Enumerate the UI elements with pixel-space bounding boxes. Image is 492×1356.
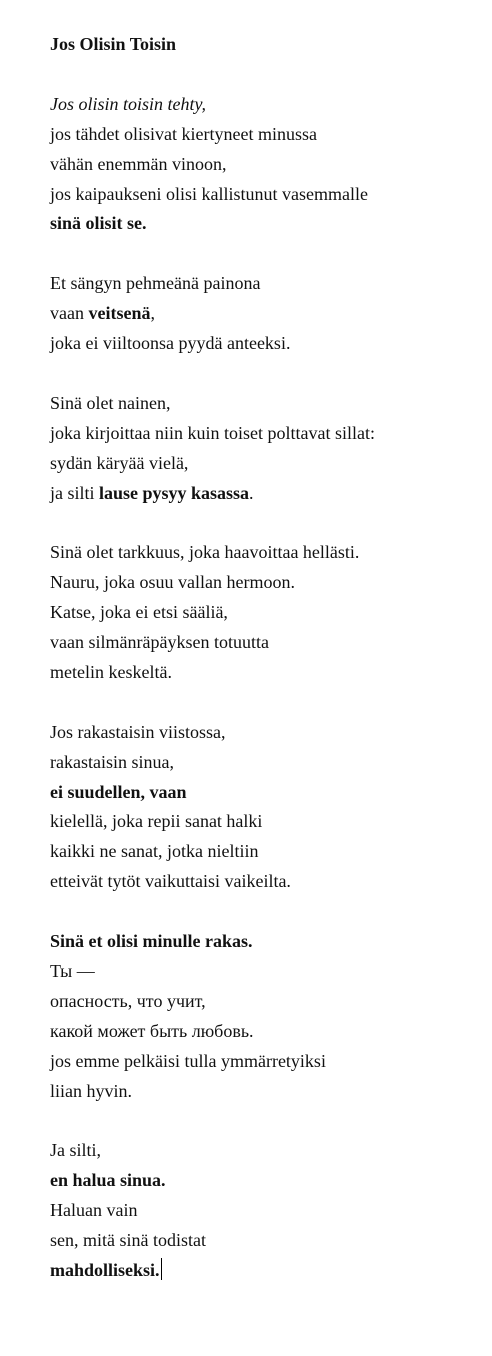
text-run: sydän käryää vielä, xyxy=(50,452,189,473)
text-run: kaikki ne sanat, jotka nieltiin xyxy=(50,841,259,862)
bold-text-run: veitsenä xyxy=(88,303,151,324)
poem-line xyxy=(50,778,480,808)
poem-stanza xyxy=(50,389,480,509)
text-run: en halua sinua. xyxy=(50,1170,166,1191)
blank-line xyxy=(50,688,480,718)
text-run: sen, mitä sinä todistat xyxy=(50,1230,206,1251)
poem-line xyxy=(50,1017,480,1047)
poem-line xyxy=(50,867,480,897)
text-run: Sinä olet tarkkuus, joka haavoittaa hellästi. xyxy=(50,542,360,563)
text-run: metelin keskeltä. xyxy=(50,661,172,682)
text-run: опасность, что учит, xyxy=(50,990,206,1011)
poem-line xyxy=(50,389,480,419)
poem-line xyxy=(50,180,480,210)
text-run: jos emme pelkäisi tulla ymmärretyiksi xyxy=(50,1050,326,1071)
text-run: какой может быть любовь. xyxy=(50,1020,254,1041)
poem-line xyxy=(50,568,480,598)
text-run: joka ei viiltoonsa pyydä anteeksi. xyxy=(50,333,291,354)
text-run: Ты — xyxy=(50,961,95,981)
poem-line xyxy=(50,658,480,688)
text-run: Jos rakastaisin viistossa, xyxy=(50,721,226,742)
poem-line xyxy=(50,90,480,120)
text-run: Ja silti, xyxy=(50,1140,102,1161)
text-run: kielellä, joka repii sanat halki xyxy=(50,811,263,832)
text-run: jos kaipaukseni olisi kallistunut vasemmalle xyxy=(50,183,368,204)
document-body[interactable] xyxy=(50,30,480,1286)
text-run: Et sängyn pehmeänä painona xyxy=(50,273,261,294)
poem-line xyxy=(50,269,480,299)
text-run: Nauru, joka osuu vallan hermoon. xyxy=(50,572,295,593)
blank-line xyxy=(50,508,480,538)
poem-line xyxy=(50,479,480,509)
poem-line xyxy=(50,807,480,837)
poem-line xyxy=(50,1166,480,1196)
text-run: rakastaisin sinua, xyxy=(50,751,174,772)
text-run: . xyxy=(249,482,254,503)
text-run: ja silti xyxy=(50,482,99,503)
poem-line xyxy=(50,1226,480,1256)
poem-line xyxy=(50,598,480,628)
poem-line xyxy=(50,628,480,658)
text-run: jos tähdet olisivat kiertyneet minussa xyxy=(50,123,317,144)
text-run: Sinä olet nainen, xyxy=(50,392,171,413)
text-run: Katse, joka ei etsi sääliä, xyxy=(50,602,228,623)
text-run: sinä olisit se. xyxy=(50,213,147,234)
blank-line xyxy=(50,60,480,90)
poem-line xyxy=(50,957,480,987)
text-run: liian hyvin. xyxy=(50,1080,132,1101)
poem-line xyxy=(50,120,480,150)
poem-line xyxy=(50,419,480,449)
poem-title: Jos Olisin Toisin xyxy=(50,34,177,54)
text-run: , xyxy=(150,303,155,324)
poem-stanza xyxy=(50,1136,480,1286)
poem-stanza xyxy=(50,90,480,240)
poem-line xyxy=(50,209,480,239)
poem-line xyxy=(50,329,480,359)
poem-line xyxy=(50,987,480,1017)
text-run: ei suudellen, vaan xyxy=(50,781,187,802)
text-run: Jos olisin toisin tehty, xyxy=(50,93,206,114)
poem-stanza xyxy=(50,927,480,1106)
poem-stanza xyxy=(50,718,480,897)
blank-line xyxy=(50,359,480,389)
poem-line xyxy=(50,718,480,748)
text-run: vaan silmänräpäyksen totuutta xyxy=(50,632,269,653)
poem-line xyxy=(50,538,480,568)
poem-line xyxy=(50,927,480,957)
text-run: etteivät tytöt vaikuttaisi vaikeilta. xyxy=(50,871,291,892)
poem-line xyxy=(50,299,480,329)
text-run: vähän enemmän vinoon, xyxy=(50,153,227,174)
poem-stanzas xyxy=(50,90,480,1286)
poem-stanza xyxy=(50,269,480,359)
blank-line xyxy=(50,239,480,269)
poem-line xyxy=(50,1136,480,1166)
poem-line xyxy=(50,1256,480,1286)
poem-stanza xyxy=(50,538,480,688)
text-run: joka kirjoittaa niin kuin toiset polttavat sillat: xyxy=(50,422,375,443)
text-run: Haluan vain xyxy=(50,1200,138,1221)
bold-text-run: lause pysyy kasassa xyxy=(99,482,250,503)
poem-line xyxy=(50,1047,480,1077)
poem-line xyxy=(50,150,480,180)
poem-line xyxy=(50,1196,480,1226)
text-run: vaan xyxy=(50,303,89,324)
text-run: mahdolliseksi. xyxy=(50,1260,160,1281)
poem-line xyxy=(50,1077,480,1107)
text-run: Sinä et olisi minulle rakas. xyxy=(50,931,253,952)
poem-line xyxy=(50,837,480,867)
poem-line xyxy=(50,449,480,479)
text-cursor xyxy=(161,1258,163,1280)
blank-line xyxy=(50,1107,480,1137)
blank-line xyxy=(50,897,480,927)
poem-line xyxy=(50,748,480,778)
